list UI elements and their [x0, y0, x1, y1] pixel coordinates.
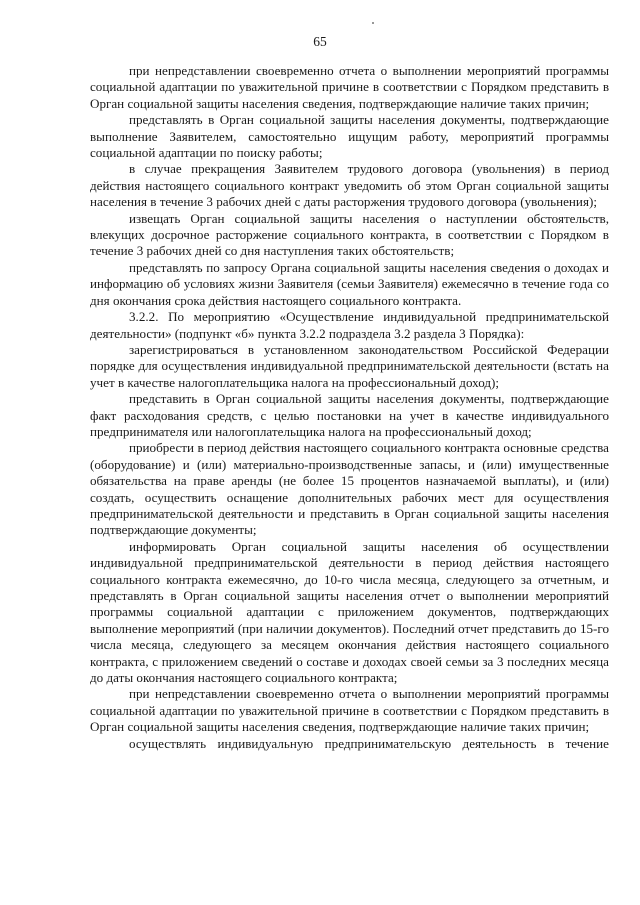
paragraph: при непредставлении своевременно отчета о выполнении мероприятий программы социальной адаптации по уважительной причине в соответствии с Порядком представить в Орган социальной защиты населения сведения, подтверждающие наличие таких причин;	[90, 686, 609, 735]
paragraph: представлять по запросу Органа социальной защиты населения сведения о доходах и информацию об условиях жизни Заявителя (семьи Заявителя) ежемесячно в течение года со дня окончания срока действия настоящего социального контракта.	[90, 259, 609, 308]
paragraph: при непредставлении своевременно отчета о выполнении мероприятий программы социальной адаптации по уважительной причине в соответствии с Порядком представить в Орган социальной защиты населения сведения, подтверждающие наличие таких причин;	[90, 63, 609, 111]
paragraph: представить в Орган социальной защиты населения документы, подтверждающие факт расходования средств, с целью постановки на учет в качестве индивидуального предпринимателя или налогоплательщика налога на профессиональный доход;	[90, 391, 609, 439]
page-number: 65	[313, 34, 327, 49]
paragraph: информировать Орган социальной защиты населения об осуществлении индивидуальной предпринимательской деятельности в период действия настоящего социального контракта ежемесячно, до 10-го числа месяца, следующего за отчетным, и представлять в Орган социальной защиты населения отчет о выполнении мероприятий программы социальной адаптации с приложением документов, подтверждающих выполнение мероприятий (при наличии документов). Последний отчет представить до 15-го числа месяца, следующего за месяцем окончания действия настоящего социального контракта, с приложением сведений о составе и доходах своей семьи за 3 последних месяца до даты окончания настоящего социального контракта;	[90, 538, 609, 686]
document-body	[90, 63, 609, 752]
paragraph: представлять в Орган социальной защиты населения документы, подтверждающие выполнение Заявителем, самостоятельно ищущим работу, мероприятий программы социальной адаптации по поиску работы;	[90, 112, 609, 161]
paragraph: извещать Орган социальной защиты населения о наступлении обстоятельств, влекущих досрочное расторжение социального контракта, в соответствии с Порядком в течение 3 рабочих дней со дня наступления таких обстоятельств;	[90, 210, 609, 259]
paragraph: осуществлять индивидуальную предпринимательскую деятельность в течение	[129, 735, 609, 751]
paragraph: зарегистрироваться в установленном законодательством Российской Федерации порядке для осуществления индивидуальной предпринимательской деятельности (встать на учет в качестве налогоплательщика налога на профессиональный доход);	[90, 341, 609, 390]
paragraph: приобрести в период действия настоящего социального контракта основные средства (оборудование) и (или) материально-производственные запасы, и (или) имущественные обязательства на праве аренды (не более 15 процентов назначаемой выплаты), и (или) создать, осуществить оснащение дополнительных рабочих мест для осуществления предпринимательской деятельности и представить в Орган социальной защиты населения подтверждающие документы;	[90, 440, 609, 538]
scan-speck	[372, 22, 374, 24]
paragraph: в случае прекращения Заявителем трудового договора (увольнения) в период действия настоящего социального контракт уведомить об этом Орган социальной защиты населения в течение 3 рабочих дней с даты расторжения трудового договора (увольнения);	[90, 161, 609, 210]
paragraph: 3.2.2. По мероприятию «Осуществление индивидуальной предпринимательской деятельности» (подпункт «б» пункта 3.2.2 подраздела 3.2 раздела 3 Порядка):	[90, 309, 609, 341]
